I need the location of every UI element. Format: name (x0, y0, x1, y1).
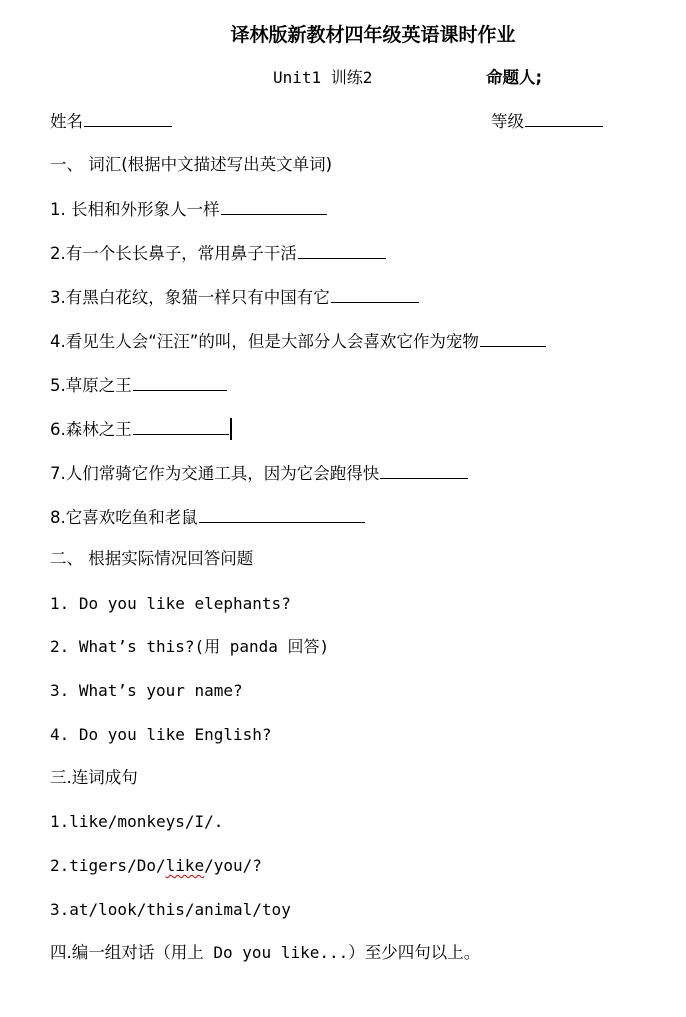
list-item: 2.tigers/Do/like/you/? (50, 856, 262, 875)
answer-blank[interactable] (331, 286, 419, 303)
grade-blank[interactable] (525, 110, 603, 127)
answer-blank[interactable] (133, 418, 229, 435)
name-field (50, 110, 172, 133)
list-item: 2. What’s this?(用 panda 回答) (50, 637, 330, 656)
list-item: 3. What’s your name? (50, 681, 243, 700)
name-blank[interactable] (84, 110, 172, 127)
list-item: 2.有一个长长鼻子，常用鼻子干活 (50, 242, 386, 265)
text-cursor (230, 418, 232, 440)
answer-blank[interactable] (298, 242, 386, 259)
answer-blank[interactable] (133, 374, 227, 391)
list-item: 1. 长相和外形象人一样 (50, 198, 327, 221)
list-item: 8.它喜欢吃鱼和老鼠 (50, 506, 365, 529)
answer-blank[interactable] (480, 330, 546, 347)
list-item: 4.看见生人会“汪汪”的叫，但是大部分人会喜欢它作为宠物 (50, 330, 546, 353)
grade-label: 等级 (491, 112, 524, 131)
author-label: 命题人; (486, 68, 543, 87)
page-title: 译林版新教材四年级英语课时作业 (230, 24, 516, 46)
list-item: 6.森林之王 (50, 418, 232, 441)
list-item: 4. Do you like English? (50, 725, 272, 744)
list-item: 3.at/look/this/animal/toy (50, 900, 291, 919)
section1-heading: 一、 词汇(根据中文描述写出英文单词) (50, 155, 333, 174)
list-item: 5.草原之王 (50, 374, 227, 397)
answer-blank[interactable] (199, 506, 365, 523)
section4-heading: 四.编一组对话（用上 Do you like...）至少四句以上。 (50, 943, 481, 962)
answer-blank[interactable] (380, 462, 468, 479)
list-item: 1.like/monkeys/I/. (50, 812, 224, 831)
grade-field (491, 110, 603, 133)
name-label: 姓名 (50, 112, 83, 131)
section3-heading: 三.连词成句 (50, 768, 138, 787)
unit-label: Unit1 训练2 (273, 68, 373, 87)
list-item: 3.有黑白花纹，象猫一样只有中国有它 (50, 286, 419, 309)
spellcheck-flag[interactable]: like (165, 856, 205, 875)
answer-blank[interactable] (221, 198, 327, 215)
list-item: 7.人们常骑它作为交通工具，因为它会跑得快 (50, 462, 468, 485)
section2-heading: 二、 根据实际情况回答问题 (50, 549, 254, 568)
list-item: 1. Do you like elephants? (50, 594, 291, 613)
